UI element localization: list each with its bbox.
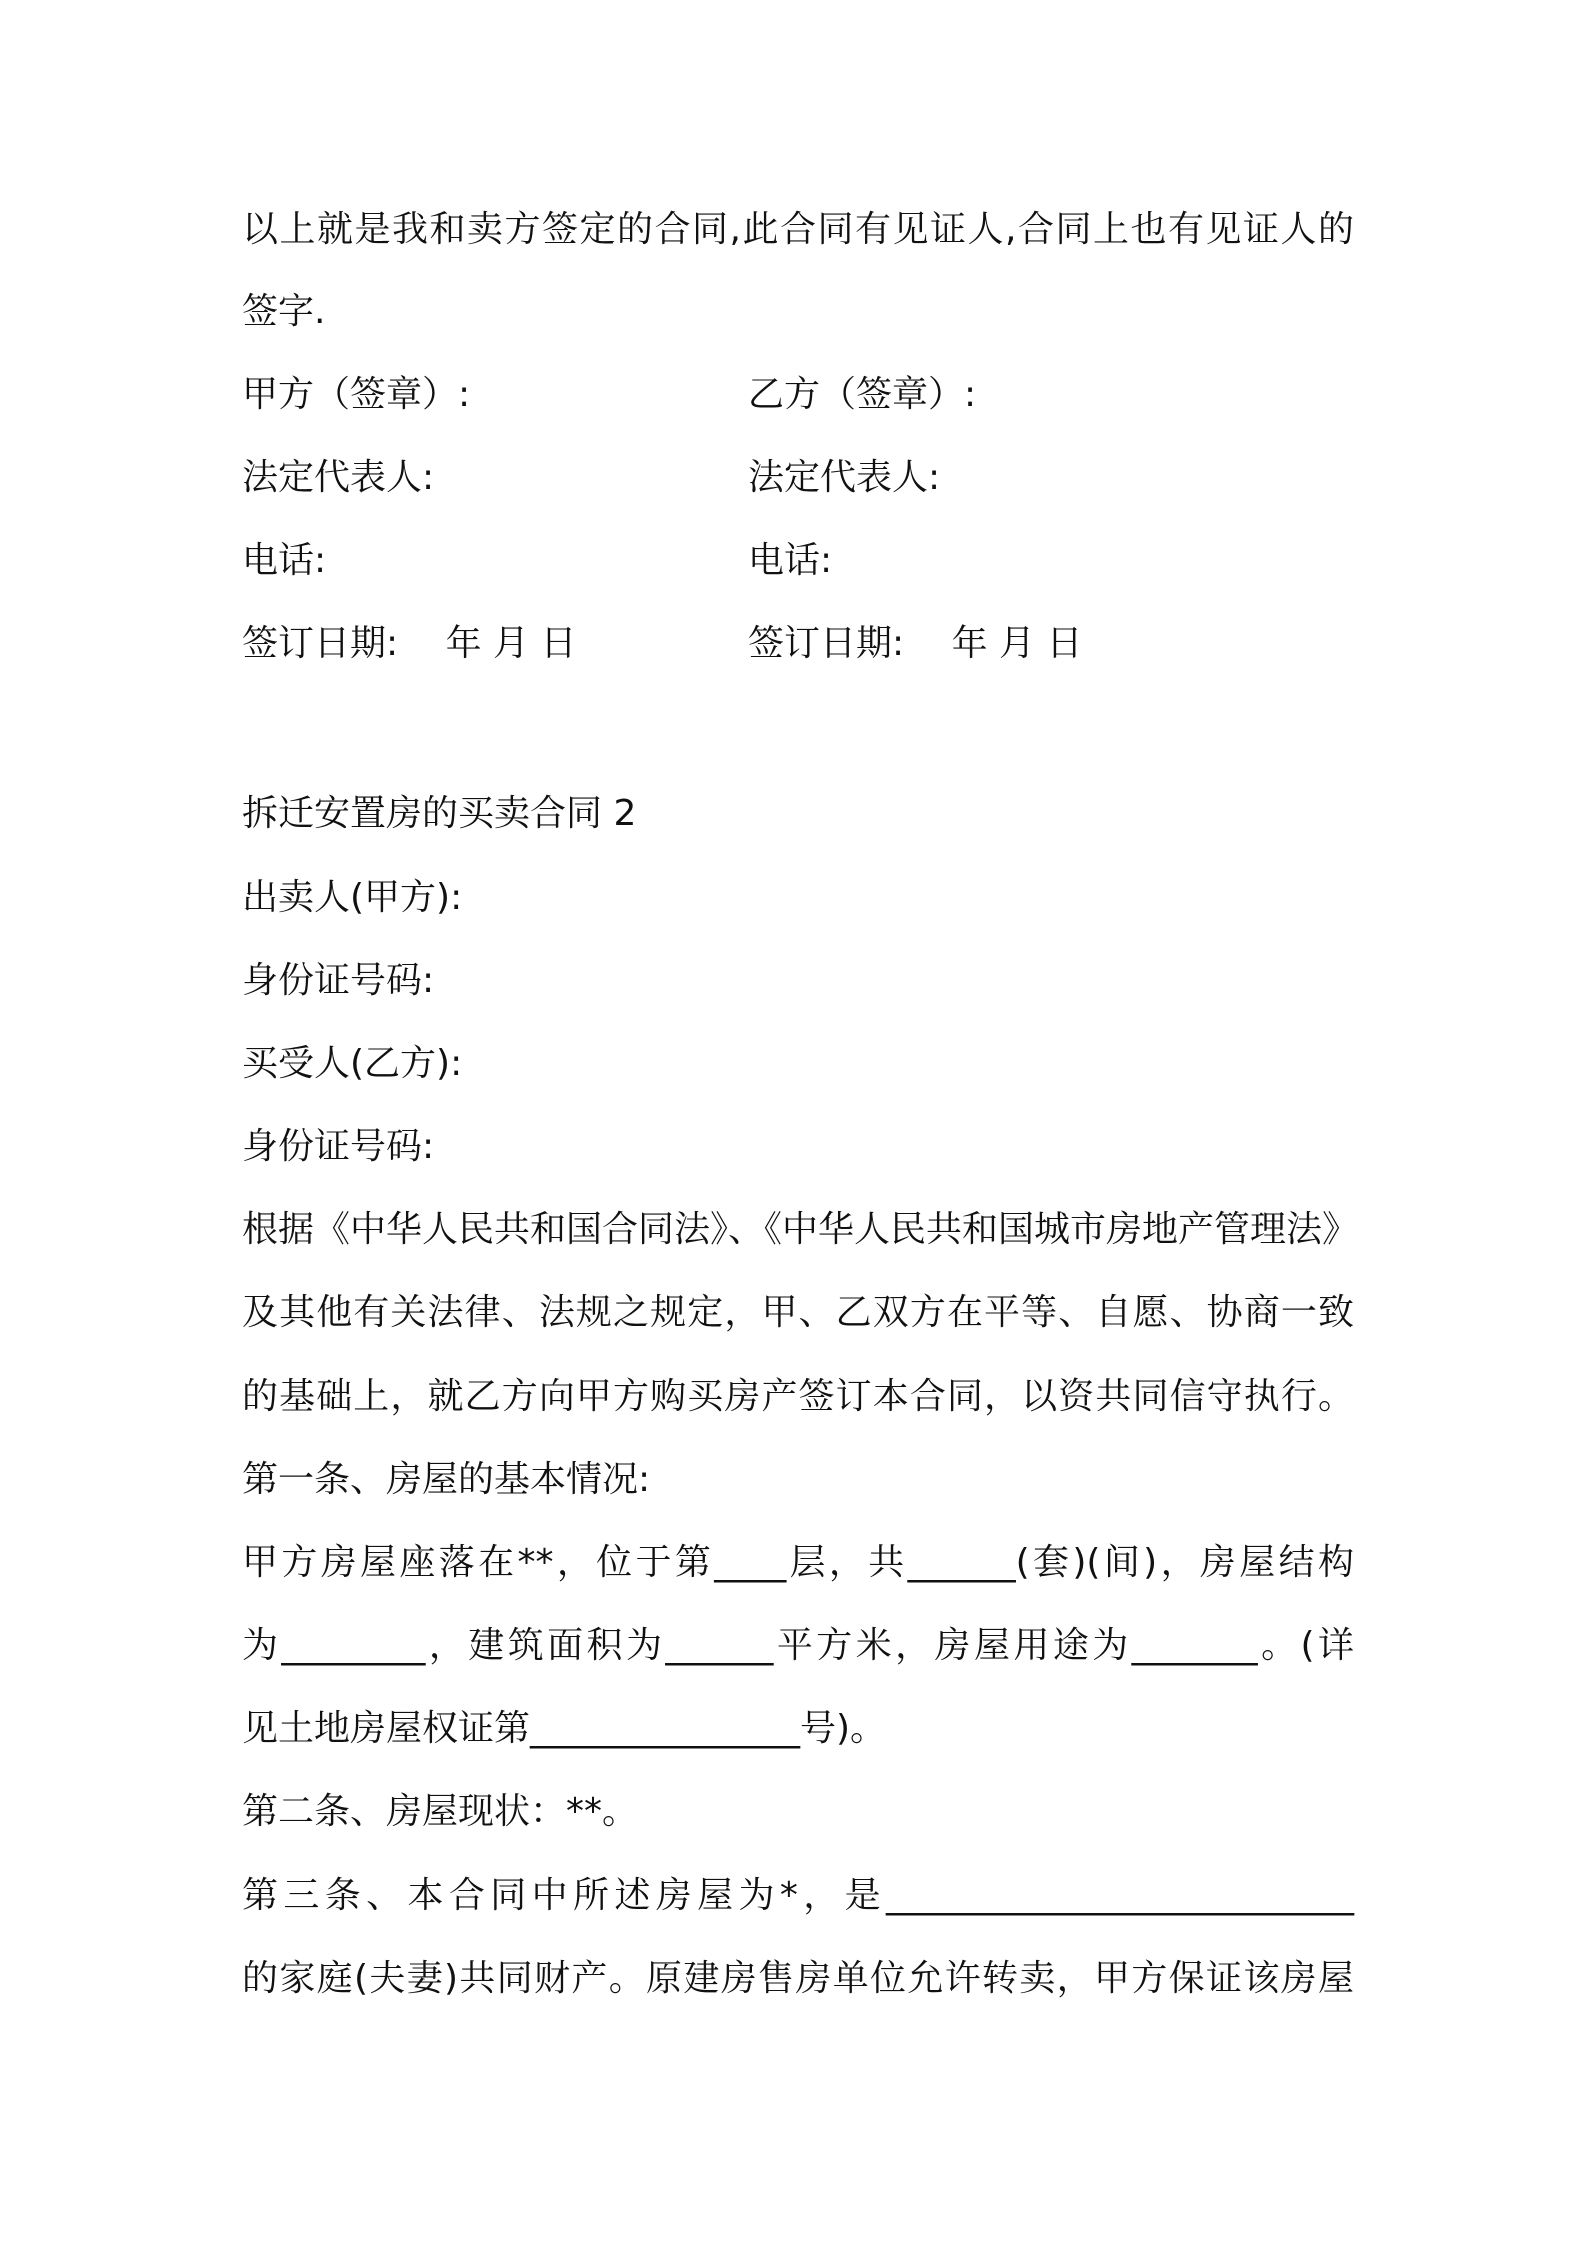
preamble-line-2: 及其他有关法律、法规之规定，甲、乙双方在平等、自愿、协商一致 — [242, 1292, 1354, 1333]
article-1-line-1: 甲方房屋座落在**，位于第____层，共______(套)(间)，房屋结构 — [242, 1542, 1354, 1583]
signature-block — [242, 373, 1354, 666]
article-1-line-3: 见土地房屋权证第_______________号)。 — [242, 1708, 887, 1749]
article-2: 第二条、房屋现状：**。 — [242, 1791, 639, 1832]
preamble-line-1: 根据《中华人民共和国合同法》、《中华人民共和国城市房地产管理法》 — [242, 1209, 1359, 1250]
party-b-date-label: 签订日期: 年 月 日 — [748, 623, 1083, 664]
party-a-phone-label: 电话: — [242, 540, 327, 581]
signature-row-rep — [242, 456, 1354, 500]
intro-line-2: 签字. — [242, 291, 326, 332]
signature-row-date — [242, 622, 1354, 666]
party-a-seal-label: 甲方（签章）: — [242, 374, 471, 415]
article-3-line-2: 的家庭(夫妻)共同财产。原建房售房单位允许转卖，甲方保证该房屋 — [242, 1958, 1354, 1999]
signature-row-seal — [242, 373, 1354, 417]
article-1-title: 第一条、房屋的基本情况: — [242, 1459, 651, 1500]
party-a-rep-label: 法定代表人: — [242, 457, 435, 498]
buyer-id-label: 身份证号码: — [242, 1126, 435, 1167]
party-b-seal-label: 乙方（签章）: — [748, 374, 977, 415]
party-b-phone-label: 电话: — [748, 540, 833, 581]
article-1-line-2: 为________，建筑面积为______平方米，房屋用途为_______。(详 — [242, 1625, 1354, 1666]
article-3-line-1: 第三条、本合同中所述房屋为*，是__________________________ — [242, 1875, 1354, 1916]
party-b-rep-label: 法定代表人: — [748, 457, 941, 498]
seller-id-label: 身份证号码: — [242, 960, 435, 1001]
preamble-line-3: 的基础上，就乙方向甲方购买房产签订本合同，以资共同信守执行。 — [242, 1376, 1354, 1417]
intro-line-1: 以上就是我和卖方签定的合同,此合同有见证人,合同上也有见证人的 — [242, 209, 1354, 250]
signature-row-phone — [242, 539, 1354, 583]
party-a-date-label: 签订日期: 年 月 日 — [242, 623, 577, 664]
contract-2-title: 拆迁安置房的买卖合同 2 — [242, 793, 637, 834]
buyer-label: 买受人(乙方): — [242, 1043, 463, 1084]
seller-label: 出卖人(甲方): — [242, 877, 463, 918]
